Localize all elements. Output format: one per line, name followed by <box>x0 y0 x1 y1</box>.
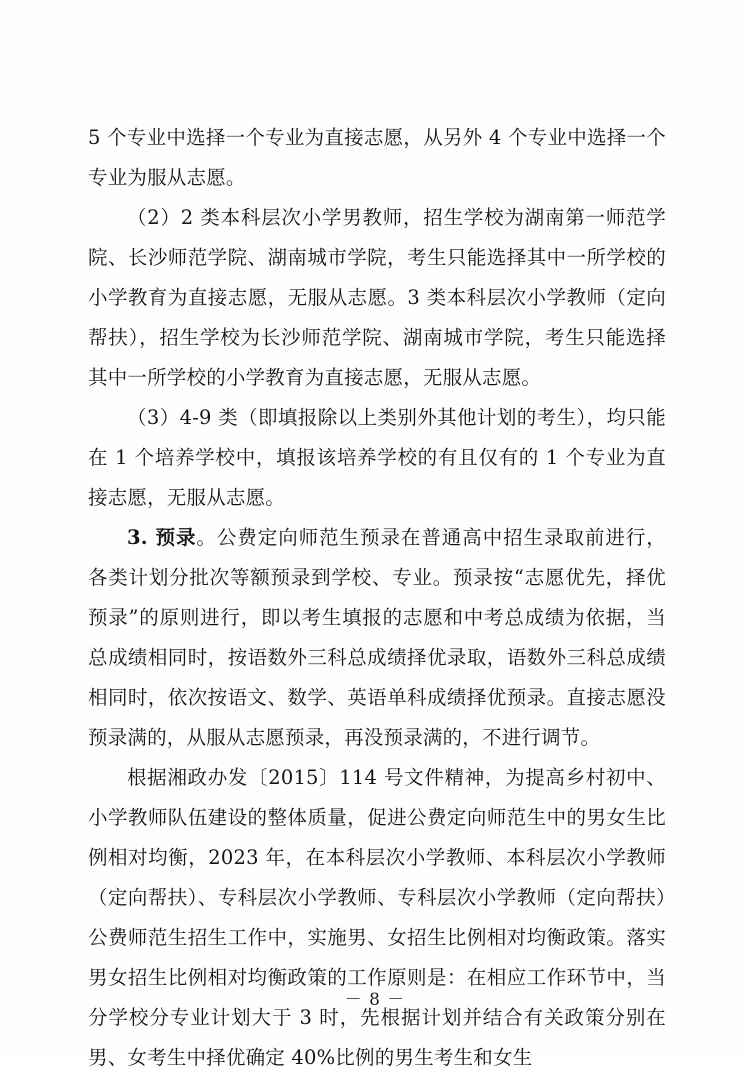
paragraph-4-lead: 3. 预录 <box>127 526 197 549</box>
page-body <box>88 118 666 1078</box>
page-footer <box>0 985 750 1010</box>
page-number: － 8 － <box>344 990 406 1010</box>
paragraph-4-text: 。公费定向师范生预录在普通高中招生录取前进行，各类计划分批次等额预录到学校、专业。预录按“志愿优先，择优预录”的原则进行，即以考生填报的志愿和中考总成绩为依据，当总成绩相同时，按语数外三科总成绩择优录取，语数外三科总成绩相同时，依次按语文、数学、英语单科成绩择优预录。直接志愿没预录满的，从服从志愿预录，再没预录满的，不进行调节。 <box>88 526 666 749</box>
paragraph-5: 根据湘政办发〔2015〕114 号文件精神，为提高乡村初中、小学教师队伍建设的整体质量，促进公费定向师范生中的男女生比例相对均衡，2023 年，在本科层次小学教师、本科层次小学教师（定向帮扶）、专科层次小学教师、专科层次小学教师（定向帮扶）公费师范生招生工作中，实施男、女招生比例相对均衡政策。落实男女招生比例相对均衡政策的工作原则是：在相应工作环节中，当分学校分专业计划大于 3 时，先根据计划并结合有关政策分别在男、女考生中择优确定 40%比例的男生考生和女生 <box>88 766 666 1069</box>
paragraph-1: 5 个专业中选择一个专业为直接志愿，从另外 4 个专业中选择一个专业为服从志愿。 <box>88 126 666 189</box>
paragraph-2: （2）2 类本科层次小学男教师，招生学校为湖南第一师范学院、长沙师范学院、湖南城市学院，考生只能选择其中一所学校的小学教育为直接志愿，无服从志愿。3 类本科层次小学教师（定向帮扶），招生学校为长沙师范学院、湖南城市学院，考生只能选择其中一所学校的小学教育为直接志愿，无服从志愿。 <box>88 206 666 389</box>
paragraph-3: （3）4-9 类（即填报除以上类别外其他计划的考生），均只能在 1 个培养学校中，填报该培养学校的有且仅有的 1 个专业为直接志愿，无服从志愿。 <box>88 406 666 509</box>
paragraph-4 <box>88 518 666 758</box>
